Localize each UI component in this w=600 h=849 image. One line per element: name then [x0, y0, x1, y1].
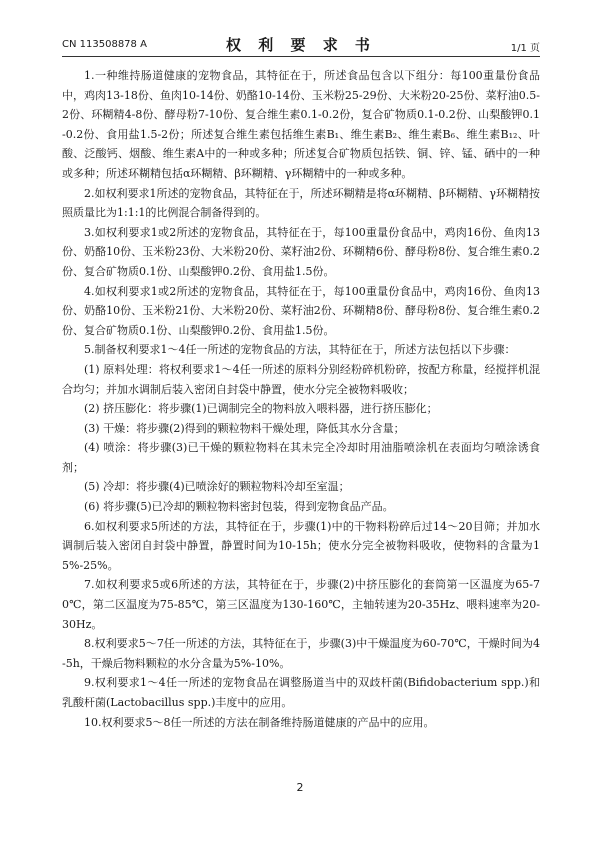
claim-7: 7.如权利要求5或6所述的方法，其特征在于，步骤(2)中挤压膨化的套筒第一区温度为65-70℃，第二区温度为75-85℃，第三区温度为130-160℃，主轴转速为20-35Hz、喂料速率为20-30Hz。 [62, 578, 540, 631]
claim-8: 8.权利要求5～7任一所述的方法，其特征在于，步骤(3)中干燥温度为60-70℃，干燥时间为4-5h，干燥后物料颗粒的水分含量为5%-10%。 [62, 637, 540, 670]
claim-4: 4.如权利要求1或2所述的宠物食品，其特征在于，每100重量份食品中，鸡肉16份、鱼肉13份、奶酪10份、玉米粉21份、大米粉20份、菜籽油2份、环糊精8份、酵母粉8份、复合维生素0.2份、复合矿物质0.1份、山梨酸钾0.2份、食用盐1.5份。 [62, 284, 540, 337]
claim-5-step-2: (2) 挤压膨化：将步骤(1)已调制完全的物料放入喂料器，进行挤压膨化； [84, 402, 438, 416]
claim-5-step-6: (6) 将步骤(5)已冷却的颗粒物料密封包装，得到宠物食品产品。 [84, 500, 394, 514]
claims-body [62, 66, 540, 732]
publication-number: CN 113508878 A [62, 39, 147, 50]
claim-6: 6.如权利要求5所述的方法，其特征在于，步骤(1)中的干物料粉碎后过14～20目筛；并加水调制后装入密闭自封袋中静置，静置时间为10-15h；使水分完全被物料吸收，使物料的含量为15%-25%。 [62, 519, 540, 572]
claim-5-step-3: (3) 干燥：将步骤(2)得到的颗粒物料干燥处理，降低其水分含量； [84, 421, 405, 435]
claim-3: 3.如权利要求1或2所述的宠物食品，其特征在于，每100重量份食品中，鸡肉16份、鱼肉13份、奶酪10份、玉米粉23份、大米粉20份、菜籽油2份、环糊精6份、酵母粉8份、复合维生素0.2份、复合矿物质0.1份、山梨酸钾0.2份、食用盐1.5份。 [62, 225, 540, 278]
document-title: 权 利 要 求 书 [226, 36, 376, 54]
claim-9: 9.权利要求1～4任一所述的宠物食品在调整肠道当中的双歧杆菌(Bifidobacterium spp.)和乳酸杆菌(Lactobacillus spp.)丰度中的应用。 [62, 676, 540, 709]
claim-5-step-4: (4) 喷涂：将步骤(3)已干燥的颗粒物料在其未完全冷却时用油脂喷涂机在表面均匀喷涂诱食剂； [62, 441, 540, 474]
claim-5-step-1: (1) 原料处理：将权利要求1～4任一所述的原料分别经粉碎机粉碎，按配方称量，经搅拌机混合均匀；并加水调制后装入密闭自封袋中静置，使水分完全被物料吸收； [62, 362, 540, 396]
page-number: 2 [296, 781, 304, 794]
claim-5-step-5: (5) 冷却：将步骤(4)已喷涂好的颗粒物料冷却至室温； [84, 480, 350, 494]
page-header [62, 34, 540, 57]
claim-1: 1.一种维持肠道健康的宠物食品，其特征在于，所述食品包含以下组分：每100重量份食品中，鸡肉13-18份、鱼肉10-14份、奶酪10-14份、玉米粉25-29份、大米粉20-25份、菜籽油0.5-2份、环糊精4-8份、酵母粉7-10份、复合维生素0.1-0.2份，复合矿物质0.1-0.2份、山梨酸钾0.1-0.2份、食用盐1.5-2份；所述复合维生素包括维生素B₁、维生素B₂、维生素B₆、维生素B₁₂、叶酸、泛酸钙、烟酸、维生素A中的一种或多种；所述复合矿物质包括铁、铜、锌、锰、硒中的一种或多种；所述环糊精包括α环糊精、β环糊精、γ环糊精中的一种或多种。 [62, 69, 540, 180]
claim-10: 10.权利要求5～8任一所述的方法在制备维持肠道健康的产品中的应用。 [84, 715, 435, 729]
page-count: 1/1 页 [510, 43, 540, 54]
claim-2: 2.如权利要求1所述的宠物食品，其特征在于，所述环糊精是将α环糊精、β环糊精、γ环糊精按照质量比为1:1:1的比例混合制备得到的。 [62, 186, 540, 220]
claim-5: 5.制备权利要求1～4任一所述的宠物食品的方法，其特征在于，所述方法包括以下步骤： [84, 343, 516, 357]
